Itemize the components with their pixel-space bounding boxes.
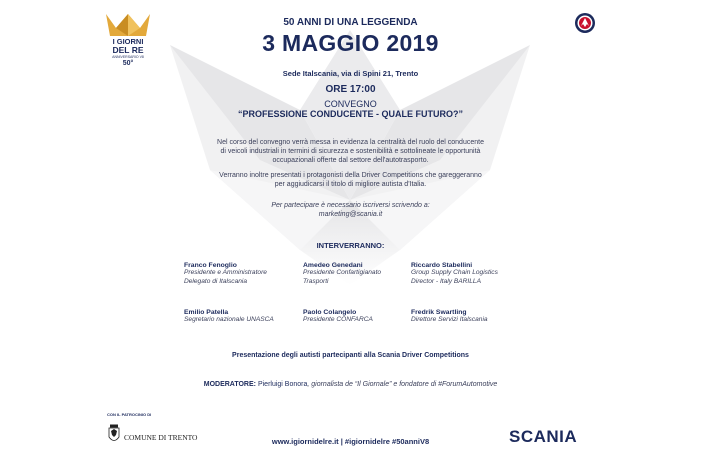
- speaker-role: Segretario nazionale UNASCA: [184, 316, 274, 323]
- speaker-role: Director - Italy BARILLA: [411, 277, 481, 285]
- speaker-name: Riccardo Stabellini: [411, 262, 473, 269]
- speaker-role: Delegato di Italscania: [184, 277, 248, 285]
- registration-note: [0, 201, 701, 219]
- speaker-card: [184, 262, 299, 286]
- presentation-line: Presentazione degli autisti partecipanti alla Scania Driver Competitions: [232, 352, 469, 359]
- logo-line2: DEL RE: [112, 45, 144, 55]
- moderator-line: [0, 381, 701, 388]
- speakers-heading: INTERVERRANNO:: [316, 241, 385, 250]
- description-line: per aggiudicarsi il titolo di migliore autista d'Italia.: [274, 181, 427, 188]
- speaker-role: Presidente CONFARCA: [303, 316, 373, 323]
- moderator-description: , giornalista de “Il Giornale” e fondatore di #ForumAutomotive: [307, 381, 498, 388]
- speaker-card: [303, 309, 408, 325]
- speaker-role: Direttore Servizi Italscania: [411, 316, 488, 323]
- logo-line1: I GIORNI: [112, 37, 144, 46]
- description-line: di veicoli industriali in termini di sicurezza e sostenibilità e sottolineate le opportunità: [220, 148, 481, 155]
- comune-di-trento-label: COMUNE DI TRENTO: [124, 433, 198, 442]
- moderator-name: Pierluigi Bonora: [257, 381, 308, 388]
- speaker-name: Amedeo Genedani: [303, 262, 363, 269]
- description-line: Nel corso del convegno verrà messa in evidenza la centralità del ruolo del conducente: [217, 139, 484, 146]
- speaker-role: Presidente e Amministratore: [184, 269, 267, 276]
- description-line: occupazionali offerte dal settore dell'autotrasporto.: [272, 157, 429, 164]
- convegno-title: “PROFESSIONE CONDUCENTE - QUALE FUTURO?”: [237, 109, 463, 119]
- speaker-card: [303, 262, 408, 286]
- speaker-name: Fredrik Swartling: [411, 309, 467, 316]
- anniversary-subtitle: 50 ANNI DI UNA LEGGENDA: [283, 17, 418, 28]
- registration-text: Per partecipare è necessario iscriversi scrivendo a:: [271, 202, 430, 209]
- speaker-name: Paolo Colangelo: [303, 309, 357, 316]
- footer-links[interactable]: www.igiornidelre.it | #igiornidelre #50anniV8: [271, 437, 430, 446]
- speaker-card: [411, 262, 526, 286]
- registration-email-link[interactable]: marketing@scania.it: [318, 211, 383, 218]
- speaker-name: Franco Fenoglio: [184, 262, 237, 269]
- patronage-label: CON IL PATROCINIO DI: [107, 412, 152, 417]
- scania-wordmark: SCANIA: [509, 427, 578, 446]
- speaker-role: Group Supply Chain Logistics: [411, 269, 498, 276]
- logo-line3: ANNIVERSARIO V8: [112, 55, 144, 59]
- logo-line4: 50°: [122, 60, 134, 67]
- event-venue: Sede Italscania, via di Spini 21, Trento: [282, 69, 419, 78]
- speaker-role: Trasporti: [303, 277, 329, 285]
- event-time: ORE 17:00: [325, 84, 376, 95]
- speaker-name: Emilio Patella: [184, 309, 229, 316]
- description-line: Verranno inoltre presentati i protagonisti della Driver Competitions che gareggeranno: [219, 172, 482, 179]
- speaker-card: [184, 309, 299, 325]
- description-paragraph-1: [0, 138, 701, 165]
- event-date: 3 MAGGIO 2019: [262, 30, 439, 56]
- moderator-label: MODERATORE:: [203, 381, 256, 388]
- convegno-label: CONVEGNO: [324, 99, 377, 109]
- speaker-card: [411, 309, 526, 325]
- description-paragraph-2: [0, 171, 701, 189]
- speaker-role: Presidente Confartigianato: [303, 269, 382, 276]
